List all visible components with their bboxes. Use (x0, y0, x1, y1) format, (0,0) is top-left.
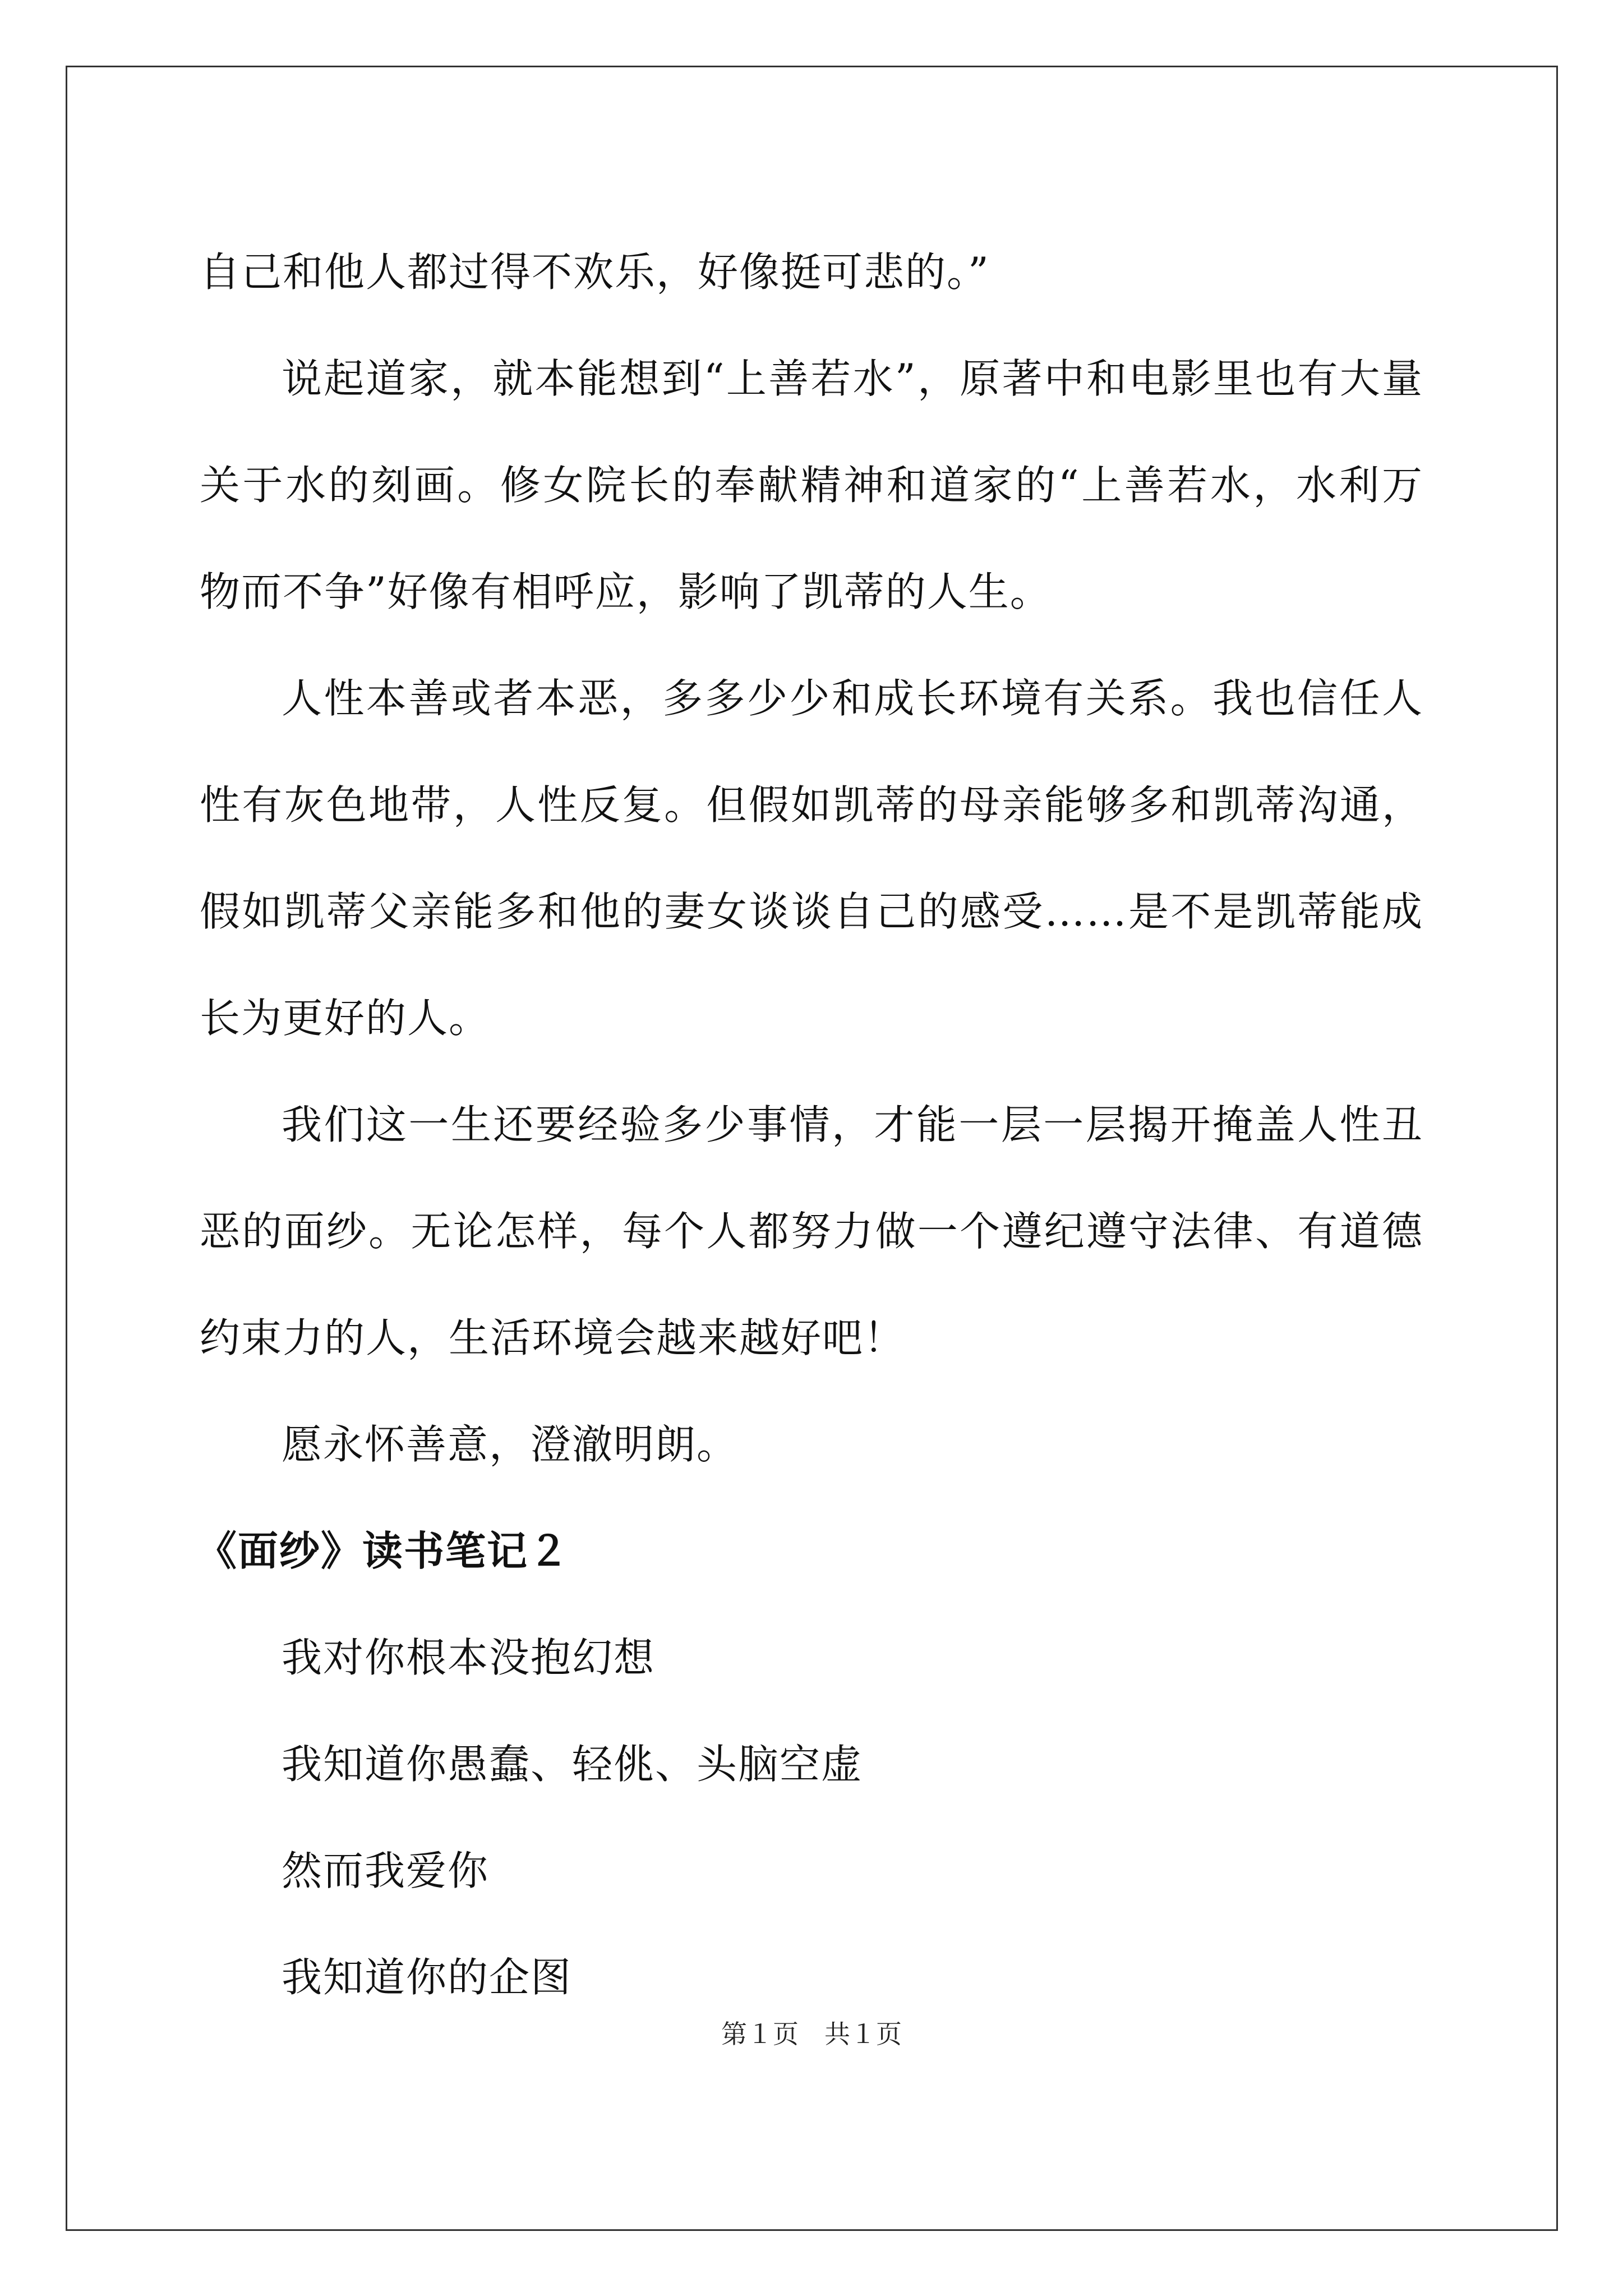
paragraph-continuation: 自己和他人都过得不欢乐，好像挺可悲的。” (200, 249, 990, 296)
poem-line: 我知道你愚蠢、轻佻、头脑空虚 (282, 1741, 863, 1788)
document-body (196, 219, 1423, 2031)
paragraph-human-nature: 人性本善或者本恶，多多少少和成长环境有关系。我也信任人性有灰色地带，人性反复。但假如凯蒂的母亲能够多和凯蒂沟通，假如凯蒂父亲能多和他的妻女谈谈自己的感受……是不是凯蒂能成长为更好的人。 (200, 675, 1423, 1042)
poem-line: 我知道你的企图 (282, 1954, 573, 2001)
poem-line: 我对你根本没抱幻想 (282, 1634, 656, 1681)
section-heading: 《面纱》读书笔记２ (196, 1527, 570, 1575)
paragraph-taoism: 说起道家，就本能想到“上善若水”，原著中和电影里也有大量关于水的刻画。修女院长的奉献精神和道家的“上善若水，水利万物而不争”好像有相呼应，影响了凯蒂的人生。 (200, 355, 1423, 615)
paragraph-life-experience: 我们这一生还要经验多少事情，才能一层一层揭开掩盖人性丑恶的面纱。无论怎样，每个人都努力做一个遵纪遵守法律、有道德约束力的人，生活环境会越来越好吧！ (200, 1101, 1423, 1361)
poem-line: 然而我爱你 (282, 1847, 490, 1894)
paragraph-wish: 愿永怀善意，澄澈明朗。 (282, 1421, 739, 1468)
page-footer: 第１页 共１页 (721, 2019, 902, 2049)
